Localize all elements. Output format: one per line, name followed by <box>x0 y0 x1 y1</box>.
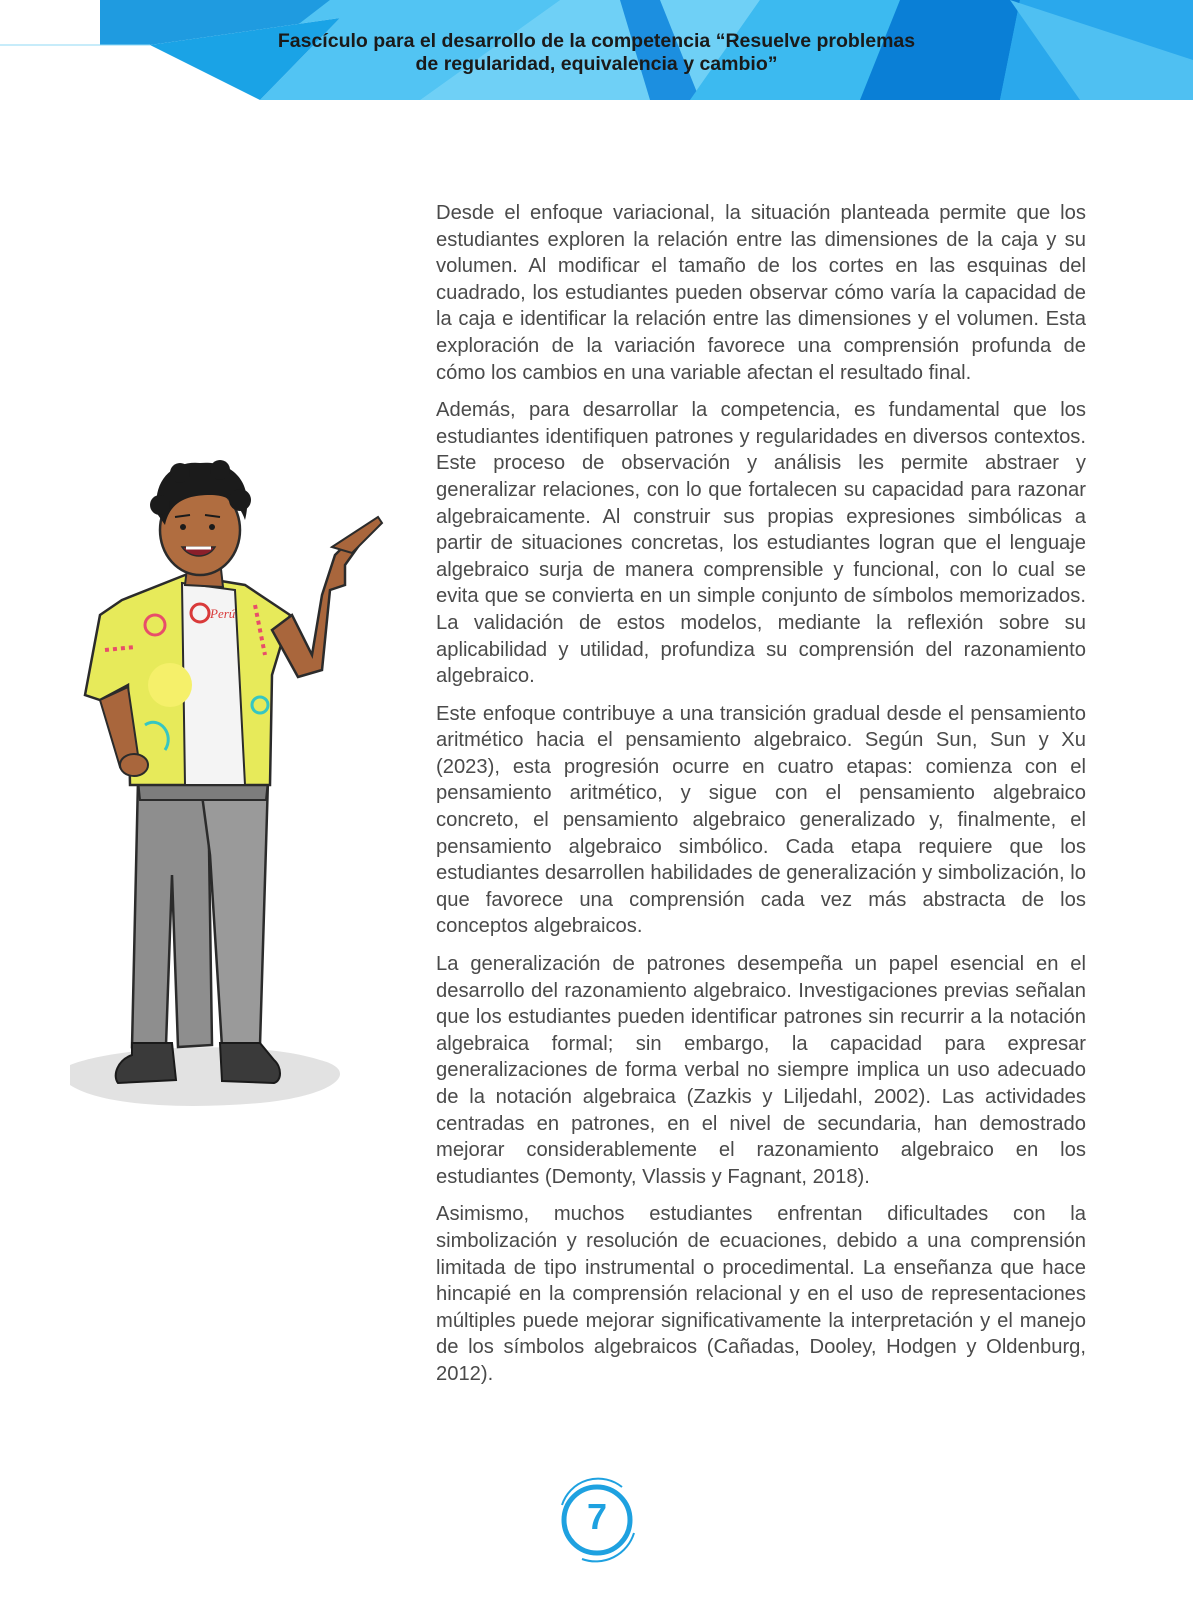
body-text <box>436 200 1086 1399</box>
paragraph: Además, para desarrollar la competencia, es fundamental que los estudiantes identifiquen patrones y regularidades en diversos contextos. Este proceso de observación y análisis les permite abstraer y generalizar relaciones, con lo que fortalecen su capacidad para razonar algebraicamente. Al construir sus propias expresiones simbólicas a partir de situaciones concretas, los estudiantes logran que el lenguaje algebraico surja de manera comprensible y funcional, con lo cual se evita que se convierta en un simple conjunto de símbolos memorizados. La validación de estos modelos, mediante la reflexión sobre su aplicabilidad y utilidad, profundiza su comprensión del razonamiento algebraico. <box>436 399 1086 688</box>
paragraph: La generalización de patrones desempeña un papel esencial en el desarrollo del razonamiento algebraico. Investigaciones previas señalan que los estudiantes pueden identificar patrones sin recurrir a la notación algebraica formal; sin embargo, la capacidad para expresar generalizaciones de forma verbal no siempre implica un uso adecuado de la notación algebraica (Zazkis y Liljedahl, 2002). Las actividades centradas en patrones, en el nivel de secundaria, han demostrado mejorar considerablemente el razonamiento algebraico en los estudiantes (Demonty, Vlassis y Fagnant, 2018). <box>436 953 1086 1188</box>
header-title <box>0 30 1193 76</box>
header-title-line-1: Fascículo para el desarrollo de la competencia “Resuelve problemas <box>277 30 916 52</box>
header-title-line-2: de regularidad, equivalencia y cambio” <box>415 53 778 75</box>
page-number: 7 <box>586 1496 608 1537</box>
paragraph: Este enfoque contribuye a una transición gradual desde el pensamiento aritmético hacia el pensamiento algebraico. Según Sun, Sun y Xu (2023), esta progresión ocurre en cuatro etapas: comienza con el pensamiento aritmético, y sigue con el pensamiento algebraico concreto, el pensamiento algebraico generalizado y, finalmente, el pensamiento algebraico simbólico. Cada etapa requiere que los estudiantes desarrollen habilidades de generalización y simbolización, lo que favorece una comprensión cada vez más abstracta de los conceptos algebraicos. <box>436 702 1086 938</box>
shirt-logo-text: Perú <box>210 606 236 621</box>
paragraph: Asimismo, muchos estudiantes enfrentan dificultades con la simbolización y resolución de ecuaciones, debido a una comprensión limitada de tipo instrumental o procedimental. La enseñanza que hace hincapié en la comprensión relacional y en el uso de representaciones múltiples puede mejorar significativamente la interpretación y el manejo de los símbolos algebraicos (Cañadas, Dooley, Hodgen y Oldenburg, 2012). <box>436 1203 1086 1385</box>
student-illustration <box>60 455 420 1155</box>
page-number-badge <box>552 1475 642 1565</box>
paragraph: Desde el enfoque variacional, la situación planteada permite que los estudiantes exploren la relación entre las dimensiones de la caja y su volumen. Al modificar el tamaño de los cortes en las esquinas del cuadrado, los estudiantes pueden observar cómo varía la capacidad de la caja e identificar la relación entre las dimensiones y el volumen. Esta exploración de la variación favorece una comprensión profunda de cómo los cambios en una variable afectan el resultado final. <box>436 202 1086 384</box>
